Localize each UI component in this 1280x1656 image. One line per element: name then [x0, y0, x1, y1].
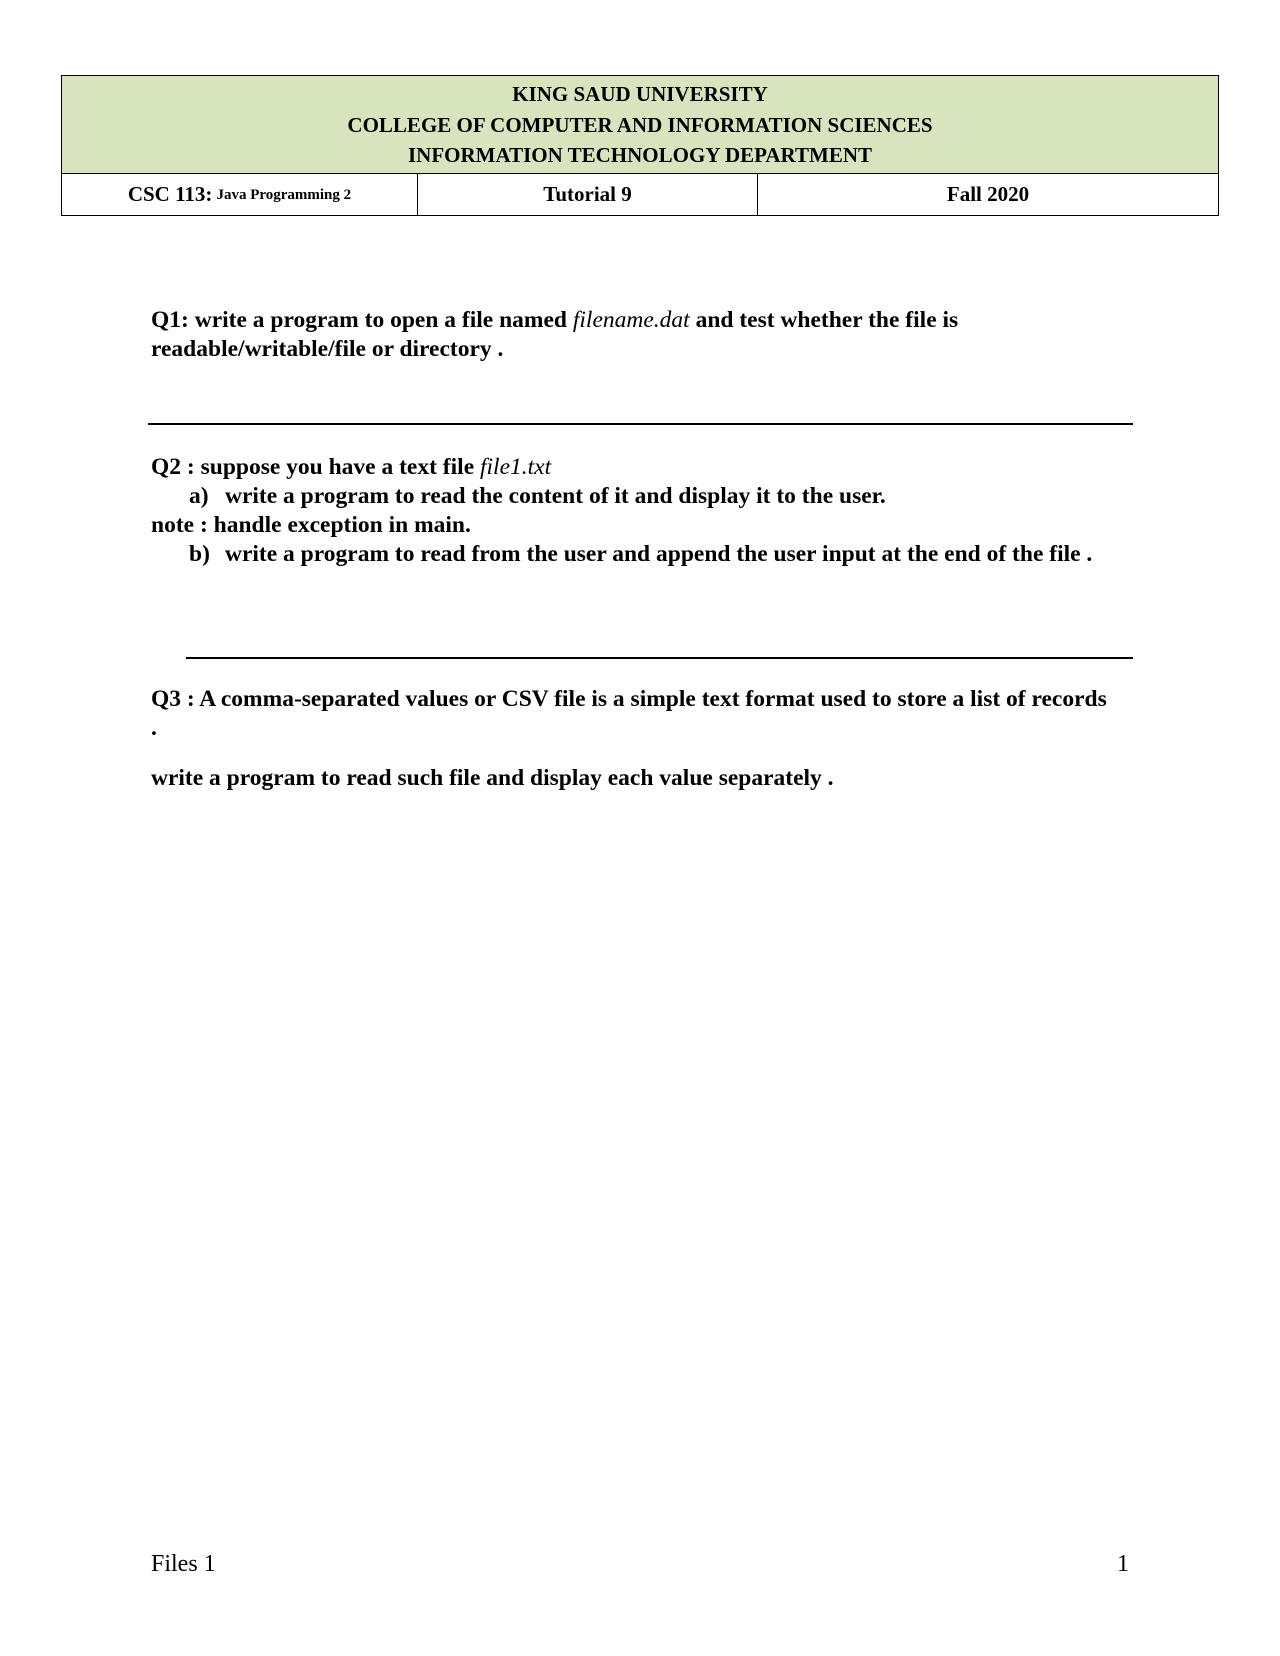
q2-part-a	[189, 482, 1111, 511]
header-institution	[62, 76, 1218, 174]
q3-para-2: write a program to read such file and display each value separately .	[151, 765, 834, 791]
question-2	[151, 453, 1111, 569]
q1-prefix: Q1: write a program to open a file named	[151, 307, 573, 333]
university-name: KING SAUD UNIVERSITY	[512, 82, 768, 106]
tutorial-cell: Tutorial 9	[418, 174, 758, 215]
q1-suffix: and test whether the file is readable/writable/file or directory .	[151, 307, 959, 362]
q2-prefix: Q2 : suppose you have a text file	[151, 454, 480, 480]
page-number: 1	[1117, 1551, 1129, 1577]
department-name: INFORMATION TECHNOLOGY DEPARTMENT	[407, 143, 872, 167]
divider-2	[186, 657, 1133, 659]
header-table	[61, 75, 1219, 216]
q2-intro	[151, 453, 1111, 482]
question-3	[151, 685, 1111, 793]
q2-part-a-text: write a program to read the content of it and display it to the user.	[225, 483, 886, 509]
header-info-row	[62, 174, 1218, 215]
course-cell	[62, 174, 418, 215]
q2-part-b-text: write a program to read from the user and append the user input at the end of the file .	[225, 541, 1093, 567]
q3-para-1: Q3 : A comma-separated values or CSV file is a simple text format used to store a list of records .	[151, 686, 1107, 741]
footer-label: Files 1	[151, 1551, 216, 1577]
course-code: CSC 113:	[127, 181, 213, 206]
q2-part-a-marker: a)	[189, 483, 209, 509]
question-1	[151, 306, 1051, 364]
divider-1	[148, 423, 1133, 425]
course-name: Java Programming 2	[216, 187, 352, 203]
q2-part-b-marker: b)	[189, 541, 210, 567]
q2-part-b	[189, 540, 1111, 569]
q1-filename: filename.dat	[572, 307, 690, 333]
term-cell: Fall 2020	[946, 181, 1030, 206]
college-name: COLLEGE OF COMPUTER AND INFORMATION SCIENCES	[347, 112, 933, 137]
q2-note: note : handle exception in main.	[151, 512, 471, 538]
q2-filename: file1.txt	[480, 454, 552, 480]
